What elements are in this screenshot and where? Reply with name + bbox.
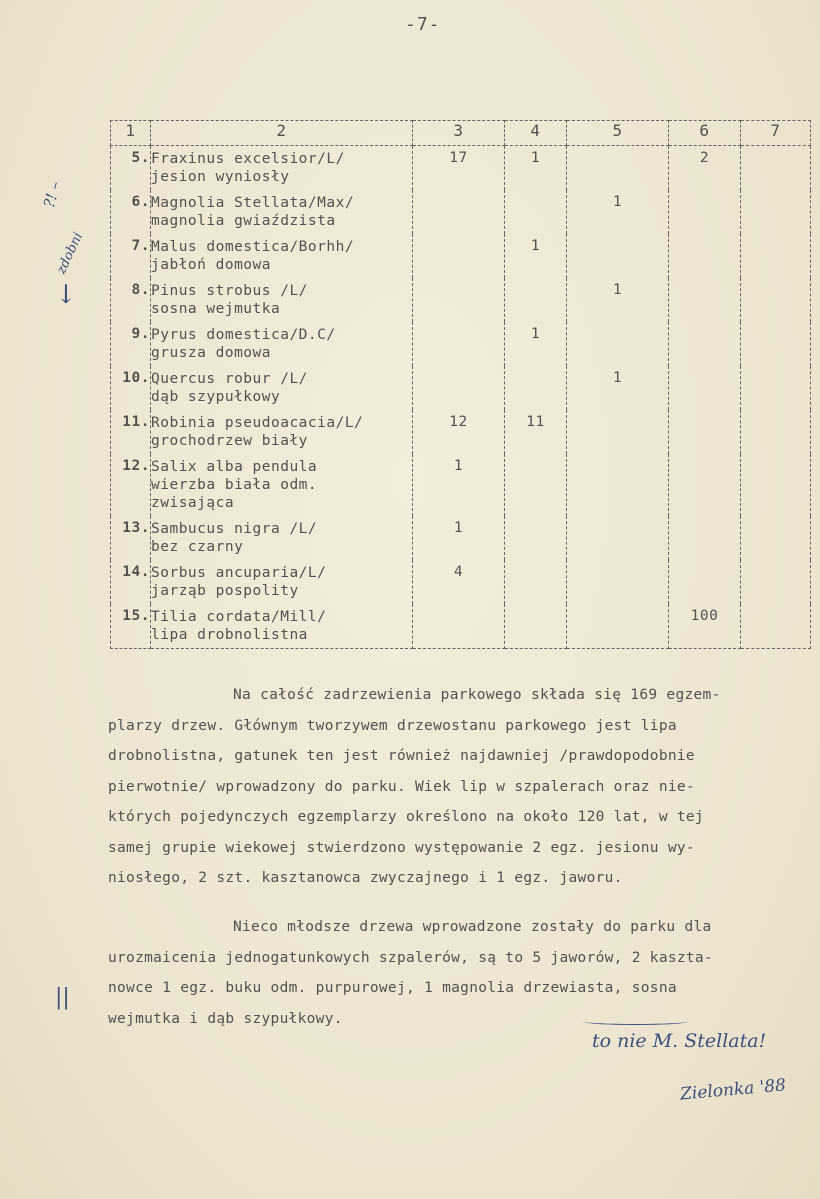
table-row: [111, 516, 811, 560]
count-cell-c5: 1: [567, 190, 669, 234]
column-header: 3: [413, 121, 505, 146]
paragraph-line: wejmutka i dąb szypułkowy.: [108, 1010, 343, 1027]
count-cell-c6: 100: [669, 604, 741, 649]
species-name-line: Salix alba pendula: [151, 459, 318, 475]
row-number: 9.: [111, 322, 151, 366]
count-cell-c3: [413, 604, 505, 649]
count-cell-c5: 1: [567, 366, 669, 410]
count-cell-c7: [741, 190, 811, 234]
paragraph-line: samej grupie wiekowej stwierdzono występowanie 2 egz. jesionu wy-: [108, 839, 695, 856]
count-cell-c4: 11: [505, 410, 567, 454]
count-cell-c7: [741, 146, 811, 191]
page-number: -7-: [405, 14, 441, 35]
count-cell-c4: [505, 560, 567, 604]
row-number: 10.: [111, 366, 151, 410]
species-name-line: jarząb pospolity: [151, 583, 299, 599]
count-cell-c7: [741, 366, 811, 410]
arrow-down-icon: ↓: [55, 280, 77, 310]
species-name-line: lipa drobnolistna: [151, 627, 308, 643]
count-cell-c5: [567, 454, 669, 516]
species-name-line: wierzba biała odm.: [151, 477, 318, 493]
count-cell-c6: [669, 560, 741, 604]
count-cell-c5: [567, 322, 669, 366]
species-name-line: Malus domestica/Borhh/: [151, 239, 355, 255]
species-name-cell: [151, 190, 413, 234]
count-cell-c6: [669, 410, 741, 454]
paragraph-line: niosłego, 2 szt. kasztanowca zwyczajnego i 1 egz. jaworu.: [108, 870, 623, 886]
tree-inventory-table: [110, 120, 811, 649]
species-name-cell: [151, 278, 413, 322]
species-name-line: grusza domowa: [151, 345, 271, 361]
count-cell-c4: [505, 366, 567, 410]
table-row: [111, 190, 811, 234]
species-name-line: Quercus robur /L/: [151, 371, 308, 387]
species-name-line: jabłoń domowa: [151, 257, 271, 273]
table-row: [111, 278, 811, 322]
count-cell-c3: 4: [413, 560, 505, 604]
species-name-line: Sorbus ancuparia/L/: [151, 565, 327, 581]
count-cell-c4: 1: [505, 322, 567, 366]
count-cell-c7: [741, 322, 811, 366]
count-cell-c4: [505, 604, 567, 649]
count-cell-c5: [567, 146, 669, 191]
table-row: [111, 560, 811, 604]
count-cell-c4: [505, 454, 567, 516]
row-number: 8.: [111, 278, 151, 322]
species-name-line: Magnolia Stellata/Max/: [151, 195, 355, 211]
species-name-line: Pinus strobus /L/: [151, 283, 308, 299]
species-name-line: Fraxinus excelsior/L/: [151, 151, 345, 167]
count-cell-c7: [741, 560, 811, 604]
count-cell-c6: [669, 366, 741, 410]
count-cell-c5: [567, 560, 669, 604]
table-row: [111, 322, 811, 366]
species-name-line: zwisająca: [151, 495, 235, 511]
count-cell-c6: [669, 322, 741, 366]
table-row: [111, 234, 811, 278]
row-number: 12.: [111, 454, 151, 516]
count-cell-c3: [413, 278, 505, 322]
paragraph-line: Na całość zadrzewienia parkowego składa się 169 egzem-: [233, 687, 721, 703]
count-cell-c6: [669, 234, 741, 278]
species-name-cell: [151, 234, 413, 278]
column-header: 6: [669, 121, 741, 146]
paragraph-line: Nieco młodsze drzewa wprowadzone zostały do parku dla: [233, 919, 712, 935]
row-number: 6.: [111, 190, 151, 234]
column-header: 4: [505, 121, 567, 146]
handwritten-correction: to nie M. Stellata!: [592, 1030, 767, 1052]
count-cell-c3: [413, 190, 505, 234]
row-number: 5.: [111, 146, 151, 191]
row-number: 15.: [111, 604, 151, 649]
count-cell-c4: 1: [505, 146, 567, 191]
paragraph-line: nowce 1 egz. buku odm. purpurowej, 1 magnolia drzewiasta, sosna: [108, 980, 677, 996]
table-row: [111, 366, 811, 410]
count-cell-c3: [413, 322, 505, 366]
species-name-line: bez czarny: [151, 539, 244, 555]
column-header: 2: [151, 121, 413, 146]
species-name-line: sosna wejmutka: [151, 301, 281, 317]
species-name-line: Robinia pseudoacacia/L/: [151, 415, 364, 431]
table-row: [111, 410, 811, 454]
handwritten-signature: Zielonka '88: [679, 1075, 787, 1105]
species-name-line: grochodrzew biały: [151, 433, 308, 449]
column-header: 7: [741, 121, 811, 146]
species-name-line: jesion wyniosły: [151, 169, 290, 185]
species-name-cell: [151, 560, 413, 604]
species-name-cell: [151, 454, 413, 516]
paragraph-summary: [108, 680, 798, 894]
paragraph-line: pierwotnie/ wprowadzony do parku. Wiek lip w szpalerach oraz nie-: [108, 778, 695, 795]
paragraph-younger-trees: [108, 912, 798, 1034]
count-cell-c4: [505, 516, 567, 560]
count-cell-c5: [567, 604, 669, 649]
count-cell-c3: 1: [413, 516, 505, 560]
table-row: [111, 146, 811, 191]
count-cell-c6: [669, 454, 741, 516]
species-name-line: Sambucus nigra /L/: [151, 521, 318, 537]
count-cell-c5: [567, 234, 669, 278]
count-cell-c6: [669, 278, 741, 322]
count-cell-c7: [741, 410, 811, 454]
handwritten-margin-word: zdobni: [54, 230, 87, 277]
handwritten-underline: [583, 1018, 688, 1025]
count-cell-c3: [413, 366, 505, 410]
species-name-cell: [151, 366, 413, 410]
count-cell-c6: 2: [669, 146, 741, 191]
paragraph-line: plarzy drzew. Głównym tworzywem drzewostanu parkowego jest lipa: [108, 717, 677, 734]
count-cell-c6: [669, 516, 741, 560]
paragraph-line: drobnolistna, gatunek ten jest również najdawniej /prawdopodobnie: [108, 748, 695, 764]
species-name-line: Tilia cordata/Mill/: [151, 609, 327, 625]
species-name-cell: [151, 146, 413, 191]
handwritten-bar-mark: ||: [55, 985, 70, 1010]
table-row: [111, 604, 811, 649]
species-name-cell: [151, 604, 413, 649]
count-cell-c3: 17: [413, 146, 505, 191]
column-header: 1: [111, 121, 151, 146]
count-cell-c7: [741, 234, 811, 278]
row-number: 13.: [111, 516, 151, 560]
species-name-line: Pyrus domestica/D.C/: [151, 327, 336, 343]
count-cell-c5: [567, 516, 669, 560]
count-cell-c5: 1: [567, 278, 669, 322]
species-name-cell: [151, 516, 413, 560]
column-header: 5: [567, 121, 669, 146]
count-cell-c6: [669, 190, 741, 234]
count-cell-c4: 1: [505, 234, 567, 278]
count-cell-c7: [741, 604, 811, 649]
row-number: 7.: [111, 234, 151, 278]
count-cell-c7: [741, 454, 811, 516]
count-cell-c3: 1: [413, 454, 505, 516]
species-name-cell: [151, 410, 413, 454]
table-row: [111, 454, 811, 516]
paragraph-line: których pojedynczych egzemplarzy określono na około 120 lat, w tej: [108, 809, 704, 825]
table-header-row: [111, 121, 811, 146]
paragraph-line: urozmaicenia jednogatunkowych szpalerów, są to 5 jaworów, 2 kaszta-: [108, 949, 713, 966]
handwritten-margin-note: ?! –: [40, 179, 65, 210]
count-cell-c4: [505, 190, 567, 234]
count-cell-c7: [741, 516, 811, 560]
species-name-line: magnolia gwiaździsta: [151, 213, 336, 229]
row-number: 11.: [111, 410, 151, 454]
species-name-line: dąb szypułkowy: [151, 389, 281, 405]
species-name-cell: [151, 322, 413, 366]
count-cell-c4: [505, 278, 567, 322]
row-number: 14.: [111, 560, 151, 604]
count-cell-c7: [741, 278, 811, 322]
count-cell-c3: 12: [413, 410, 505, 454]
count-cell-c5: [567, 410, 669, 454]
count-cell-c3: [413, 234, 505, 278]
